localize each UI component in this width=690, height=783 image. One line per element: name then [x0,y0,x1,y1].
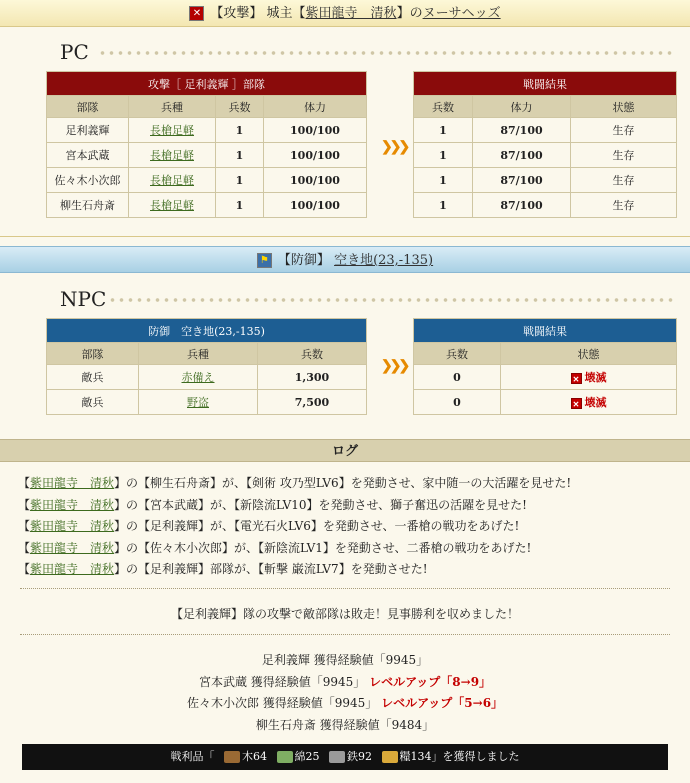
spoils-prefix: 戦利品「 [170,750,215,763]
log-text: 】の【柳生石舟斎】が、【剣術 攻乃型LV6】を発動させ、家中随一の大活躍を見せた! [114,476,572,490]
log-text: 】の【足利義輝】が、【電光石火LV6】を発動させ、一番槍の戦功をあげた! [114,519,520,533]
log-text: 】の【足利義輝】部隊が、【斬撃 巌流LV7】を発動させた! [114,562,428,576]
defense-prefix: 【防御】 [277,253,330,268]
exp-line [0,651,690,668]
npc-result-table [413,318,677,415]
spoils-iron: 鉄92 [347,750,372,763]
result-count: 0 [414,365,501,390]
attack-target-link[interactable]: ヌーサヘッズ [422,6,501,21]
exp-text: 柳生石舟斎 獲得経験値「9484」 [255,718,435,732]
result-state-text: 壊滅 [584,371,607,384]
unit-hp: 100/100 [264,118,367,143]
unit-count: 1,300 [258,365,367,390]
result-state [501,365,677,390]
defense-location-link[interactable]: 空き地(23,-135) [334,253,434,268]
unit-type-link[interactable]: 長槍足軽 [129,193,216,218]
log-line: 【紫田龍寺 清秋】の【足利義輝】部隊が、【斬撃 巌流LV7】を発動させた! [18,562,428,576]
result-hp: 87/100 [473,168,571,193]
spoils-bar [22,744,668,770]
unit-count: 1 [216,118,264,143]
attack-suffix: 】の [396,6,423,21]
result-state: 生存 [571,168,677,193]
attacker-lord-link[interactable]: 紫田龍寺 清秋 [305,6,397,21]
spoils-food: 糧134」を獲得しました [399,750,520,763]
unit-name: 敵兵 [47,365,139,390]
col-unit: 部隊 [47,343,139,365]
unit-name: 敵兵 [47,390,139,415]
col-hp: 体力 [264,96,367,118]
pc-unit-table-title: 攻撃［ 足利義輝 ］部隊 [47,72,367,96]
result-count: 1 [414,193,473,218]
col-state: 状態 [571,96,677,118]
table-row [47,390,367,415]
unit-type-link[interactable]: 野盗 [139,390,258,415]
table-row [47,168,367,193]
unit-count: 1 [216,143,264,168]
result-state [501,390,677,415]
pc-section-title: PC [60,40,89,64]
log-lord-link[interactable]: 紫田龍寺 清秋 [30,476,115,490]
result-count: 1 [414,143,473,168]
pc-title-divider [98,48,676,58]
crossed-swords-icon: ✕ [189,6,204,21]
log-separator [20,634,670,635]
log-lord-link[interactable]: 紫田龍寺 清秋 [30,541,115,555]
npc-title-divider [108,295,676,305]
unit-name: 柳生石舟斎 [47,193,129,218]
food-icon [382,751,398,763]
table-row [414,365,677,390]
col-type: 兵種 [129,96,216,118]
unit-type-link[interactable]: 赤備え [139,365,258,390]
destroyed-mark-icon: ✕ [571,398,582,409]
unit-count: 1 [216,168,264,193]
log-separator [20,588,670,589]
npc-result-table-title: 戦闘結果 [414,319,677,343]
col-unit: 部隊 [47,96,129,118]
col-hp: 体力 [473,96,571,118]
col-state: 状態 [501,343,677,365]
exp-line [0,694,690,711]
defense-header-bar [0,246,690,273]
unit-name: 足利義輝 [47,118,129,143]
table-row [414,168,677,193]
result-hp: 87/100 [473,143,571,168]
unit-name: 佐々木小次郎 [47,168,129,193]
log-lord-link[interactable]: 紫田龍寺 清秋 [30,498,115,512]
table-row [47,118,367,143]
unit-hp: 100/100 [264,168,367,193]
table-row [47,143,367,168]
result-count: 1 [414,118,473,143]
table-row [47,193,367,218]
section-divider [0,236,690,237]
flag-icon: ⚑ [257,253,272,268]
col-count: 兵数 [216,96,264,118]
unit-type-link[interactable]: 長槍足軽 [129,143,216,168]
triple-chevron-right-icon: ❯❯❯ [381,139,408,155]
log-line: 【紫田龍寺 清秋】の【柳生石舟斎】が、【剣術 攻乃型LV6】を発動させ、家中随一の大活躍を見せた! [18,476,572,490]
log-lord-link[interactable]: 紫田龍寺 清秋 [30,519,115,533]
result-state: 生存 [571,193,677,218]
cotton-icon [277,751,293,763]
log-line: 【紫田龍寺 清秋】の【足利義輝】が、【電光石火LV6】を発動させ、一番槍の戦功をあげた! [18,519,520,533]
npc-section-title: NPC [60,287,107,311]
log-lord-link[interactable]: 紫田龍寺 清秋 [30,562,115,576]
result-count: 0 [414,390,501,415]
col-count: 兵数 [414,343,501,365]
npc-unit-table-title: 防御 空き地(23,-135) [47,319,367,343]
unit-count: 7,500 [258,390,367,415]
pc-result-table-title: 戦闘結果 [414,72,677,96]
table-row [414,193,677,218]
exp-text: 宮本武蔵 獲得経験値「9945」 [198,675,366,689]
spoils-cotton: 綿25 [294,750,320,763]
col-type: 兵種 [139,343,258,365]
npc-unit-table [46,318,367,415]
unit-type-link[interactable]: 長槍足軽 [129,168,216,193]
attack-header-bar [0,0,690,27]
level-up-text: レベルアップ「5→6」 [381,696,504,710]
wood-icon [224,751,240,763]
spoils-wood: 木64 [242,750,267,763]
exp-text: 佐々木小次郎 獲得経験値「9945」 [186,696,378,710]
result-state: 生存 [571,118,677,143]
level-up-text: レベルアップ「8→9」 [369,675,492,689]
log-text: 】の【佐々木小次郎】が、【新陰流LV1】を発動させ、二番槍の戦功をあげた! [114,541,532,555]
triple-chevron-right-icon: ❯❯❯ [381,358,408,374]
result-count: 1 [414,168,473,193]
result-hp: 87/100 [473,193,571,218]
table-row [414,118,677,143]
unit-hp: 100/100 [264,143,367,168]
log-header: ログ [0,439,690,462]
unit-type-link[interactable]: 長槍足軽 [129,118,216,143]
result-state-text: 壊滅 [584,396,607,409]
unit-count: 1 [216,193,264,218]
unit-hp: 100/100 [264,193,367,218]
result-state: 生存 [571,143,677,168]
table-row [414,390,677,415]
victory-message: 【足利義輝】隊の攻撃で敵部隊は敗走！見事勝利を収めました！ [170,607,519,621]
unit-name: 宮本武蔵 [47,143,129,168]
iron-icon [329,751,345,763]
exp-line [0,716,690,733]
table-row [414,143,677,168]
destroyed-mark-icon: ✕ [571,373,582,384]
pc-unit-table [46,71,367,218]
attack-prefix: 【攻撃】 城主【 [210,6,306,21]
col-count: 兵数 [258,343,367,365]
log-line: 【紫田龍寺 清秋】の【佐々木小次郎】が、【新陰流LV1】を発動させ、二番槍の戦功をあげた! [18,541,532,555]
result-hp: 87/100 [473,118,571,143]
table-row [47,365,367,390]
exp-text: 足利義輝 獲得経験値「9945」 [261,653,429,667]
pc-result-table [413,71,677,218]
log-text: 】の【宮本武蔵】が、【新陰流LV10】を発動させ、獅子奮迅の活躍を見せた! [114,498,527,512]
col-count: 兵数 [414,96,473,118]
log-line: 【紫田龍寺 清秋】の【宮本武蔵】が、【新陰流LV10】を発動させ、獅子奮迅の活躍を見せた! [18,498,527,512]
exp-line [0,673,690,690]
